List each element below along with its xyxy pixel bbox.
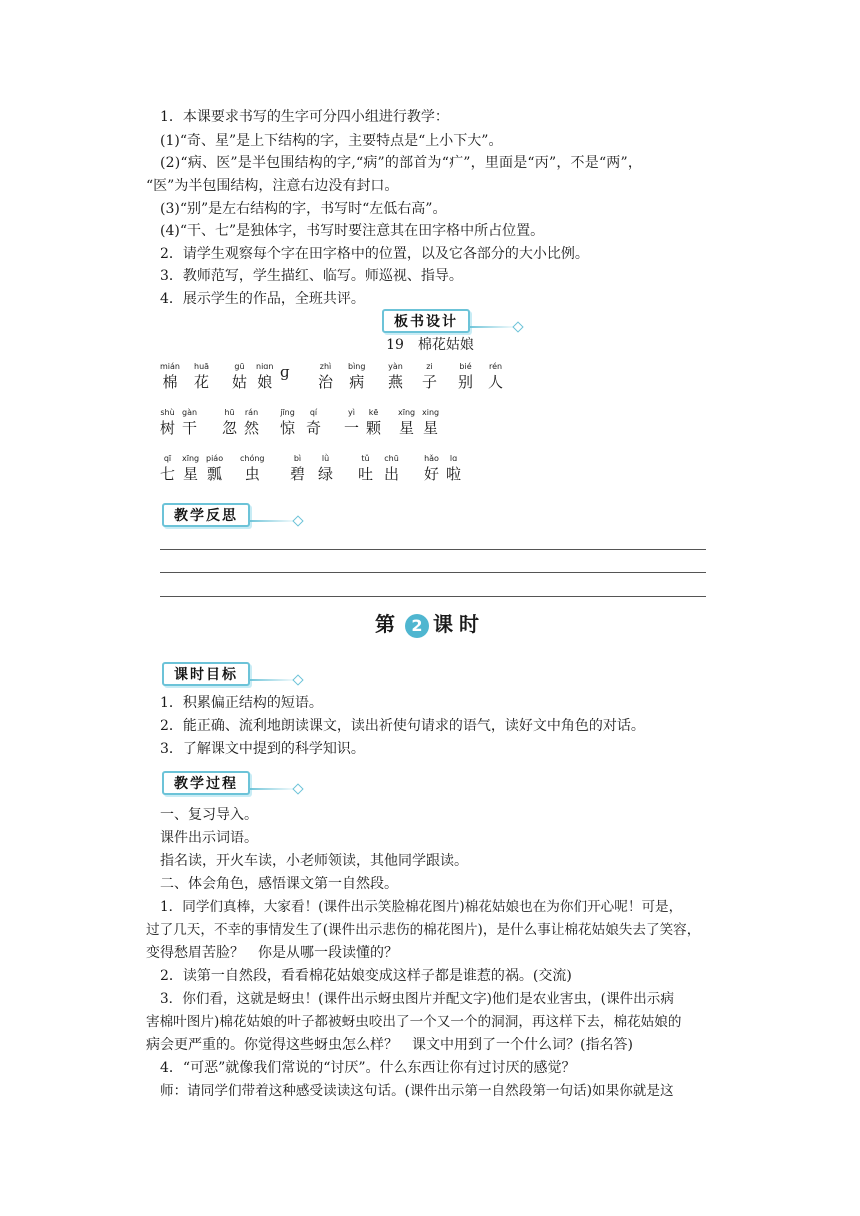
pinyin-word: chóng 虫 — [240, 454, 265, 483]
pinyin-word: tǔ 吐 — [358, 454, 374, 483]
process-line: 1．同学们真棒，大家看！(课件出示笑脸棉花图片)棉花姑娘也在为你们开心呢！可是， — [160, 899, 683, 915]
text-line: (1)“奇、星”是上下结构的字，主要特点是“上小下大”。 — [160, 133, 503, 149]
text-line: (2)“病、医”是半包围结构的字,“病”的部首为“疒”，里面是“丙”，不是“两”， — [160, 155, 643, 171]
label-decoration — [248, 520, 298, 522]
text-line: (3)“别”是左右结构的字，书写时“左低右高”。 — [160, 201, 447, 217]
process-label — [162, 771, 302, 795]
pinyin-word: qí 奇 — [306, 408, 322, 437]
process-line: 2．读第一自然段，看看棉花姑娘变成这样子都是谁惹的祸。(交流) — [160, 968, 572, 984]
pinyin-word: niɑn 娘 — [256, 362, 274, 391]
lesson-heading-prefix: 第 — [375, 612, 401, 636]
pinyin-word: hǎo 好 — [424, 454, 440, 483]
lesson-number-circle: 2 — [405, 614, 429, 638]
goal-item: 3．了解课文中提到的科学知识。 — [160, 741, 365, 757]
pinyin-word: rén 人 — [488, 362, 504, 391]
pinyin-word: gū 姑 — [232, 362, 248, 391]
label-decoration — [468, 326, 518, 328]
diamond-icon — [512, 321, 523, 332]
pinyin-word: huā 花 — [194, 362, 210, 391]
pinyin-word: lɑ 啦 — [446, 454, 462, 483]
process-line: 4．“可恶”就像我们常说的“讨厌”。什么东西让你有过讨厌的感觉？ — [160, 1060, 576, 1076]
pinyin-word: qī 七 — [160, 454, 176, 483]
process-line: 病会更严重的。你觉得这些蚜虫怎么样？ 课文中用到了一个什么词？(指名答) — [146, 1037, 633, 1053]
process-line: 变得愁眉苦脸？ 你是从哪一段读懂的？ — [146, 945, 398, 961]
pinyin-word: xing 星 — [422, 408, 440, 437]
text-line: 2．请学生观察每个字在田字格中的位置，以及它各部分的大小比例。 — [160, 246, 589, 262]
pinyin-word: piáo 瓢 — [206, 454, 224, 483]
pinyin-word: ɡ — [280, 363, 290, 381]
pinyin-word: chū 出 — [384, 454, 400, 483]
process-line: 指名读，开火车读，小老师领读，其他同学跟读。 — [160, 853, 468, 869]
pinyin-word: xīng 星 — [398, 408, 416, 437]
text-line: (4)“干、七”是独体字，书写时要注意其在田字格中所占位置。 — [160, 223, 545, 239]
pinyin-word: yì 一 — [344, 408, 360, 437]
diamond-icon — [292, 515, 303, 526]
text-line: 1．本课要求书写的生字可分四小组进行教学： — [160, 109, 449, 125]
process-line: 课件出示词语。 — [160, 830, 258, 846]
process-line: 过了几天，不幸的事情发生了(课件出示悲伤的棉花图片)，是什么事让棉花姑娘失去了笑容， — [146, 922, 701, 938]
writing-line — [160, 549, 706, 550]
goals-label — [162, 662, 302, 686]
board-design-label-text: 板书设计 — [382, 309, 470, 333]
pinyin-word: hū 忽 — [222, 408, 238, 437]
text-line: 4．展示学生的作品，全班共评。 — [160, 291, 365, 307]
pinyin-word: zi 子 — [422, 362, 438, 391]
pinyin-word: bié 别 — [458, 362, 474, 391]
label-decoration — [248, 788, 298, 790]
text-line: 3．教师范写，学生描红、临写。师巡视、指导。 — [160, 268, 463, 284]
label-decoration — [248, 679, 298, 681]
lesson-heading-suffix: 课时 — [433, 612, 485, 636]
reflection-label — [162, 503, 302, 527]
process-line: 师：请同学们带着这种感受读读这句话。(课件出示第一自然段第一句话)如果你就是这 — [160, 1083, 674, 1099]
pinyin-word: xīng 星 — [182, 454, 200, 483]
goals-label-text: 课时目标 — [162, 662, 250, 686]
board-title: 19 棉花姑娘 — [386, 337, 474, 353]
text-line: “医”为半包围结构，注意右边没有封口。 — [146, 178, 399, 194]
pinyin-word: jīng 惊 — [280, 408, 296, 437]
pinyin-word: bìng 病 — [348, 362, 366, 391]
diamond-icon — [292, 783, 303, 794]
pinyin-word: shù 树 — [160, 408, 176, 437]
pinyin-word: gàn 干 — [182, 408, 198, 437]
diamond-icon — [292, 674, 303, 685]
process-line: 害棉叶图片)棉花姑娘的叶子都被蚜虫咬出了一个又一个的洞洞，再这样下去，棉花姑娘的 — [146, 1014, 682, 1030]
goal-item: 2．能正确、流利地朗读课文，读出祈使句请求的语气，读好文中角色的对话。 — [160, 718, 645, 734]
process-label-text: 教学过程 — [162, 771, 250, 795]
pinyin-word: bì 碧 — [290, 454, 306, 483]
lesson-heading — [0, 608, 860, 638]
process-line: 二、体会角色，感悟课文第一自然段。 — [160, 876, 398, 892]
pinyin-word: mián 棉 — [160, 362, 180, 391]
process-line: 3．你们看，这就是蚜虫！(课件出示蚜虫图片并配文字)他们是农业害虫，(课件出示病 — [160, 991, 674, 1007]
writing-line — [160, 572, 706, 573]
board-design-label — [382, 309, 522, 333]
pinyin-word: rán 然 — [244, 408, 260, 437]
writing-line — [160, 596, 706, 597]
pinyin-word: yàn 燕 — [388, 362, 404, 391]
pinyin-word: zhì 治 — [318, 362, 334, 391]
process-line: 一、复习导入。 — [160, 807, 258, 823]
goal-item: 1．积累偏正结构的短语。 — [160, 695, 323, 711]
pinyin-word: kē 颗 — [366, 408, 382, 437]
reflection-label-text: 教学反思 — [162, 503, 250, 527]
pinyin-word: lǜ 绿 — [318, 454, 334, 483]
